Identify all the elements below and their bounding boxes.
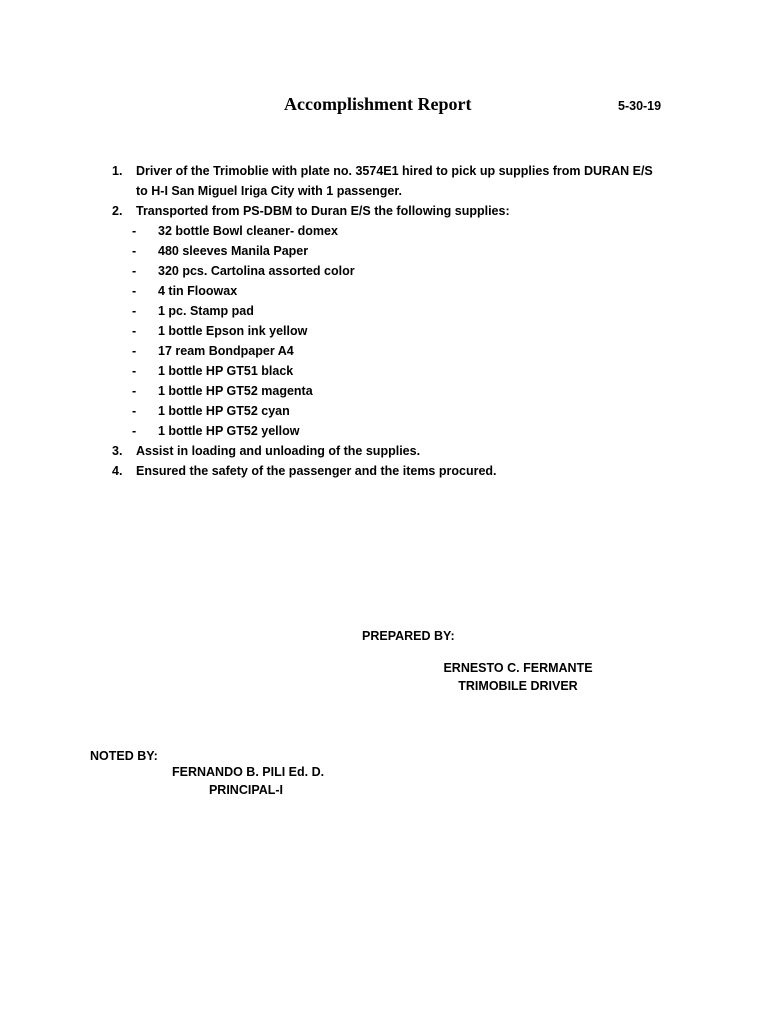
noted-signature-block <box>172 763 325 799</box>
supply-item <box>132 361 668 381</box>
dash-bullet: - <box>132 304 137 318</box>
supply-text: 480 sleeves Manila Paper <box>158 244 309 258</box>
list-item <box>108 441 668 461</box>
supply-item <box>132 241 668 261</box>
noted-name: FERNANDO B. PILI Ed. D. <box>172 765 325 779</box>
prepared-signature-block <box>440 659 596 695</box>
noted-by-label: NOTED BY: <box>90 749 158 763</box>
supply-item <box>132 341 668 361</box>
report-date: 5-30-19 <box>618 99 662 113</box>
supply-text: 4 tin Floowax <box>158 284 238 298</box>
supply-text: 17 ream Bondpaper A4 <box>158 344 294 358</box>
dash-bullet: - <box>132 404 137 418</box>
dash-bullet: - <box>132 224 137 238</box>
dash-bullet: - <box>132 284 137 298</box>
supply-text: 32 bottle Bowl cleaner- domex <box>158 224 338 238</box>
list-item <box>108 461 668 481</box>
dash-bullet: - <box>132 364 137 378</box>
accomplishment-list <box>108 161 668 481</box>
report-title: Accomplishment Report <box>284 94 472 114</box>
list-item <box>108 201 668 441</box>
item-number: 1. <box>112 164 123 178</box>
supply-text: 1 bottle HP GT51 black <box>158 364 294 378</box>
prepared-position: TRIMOBILE DRIVER <box>458 679 578 693</box>
supply-item <box>132 421 668 441</box>
dash-bullet: - <box>132 324 137 338</box>
item-text: Ensured the safety of the passenger and the items procured. <box>136 464 497 478</box>
dash-bullet: - <box>132 424 137 438</box>
supply-text: 1 bottle HP GT52 magenta <box>158 384 313 398</box>
item-number: 4. <box>112 464 123 478</box>
item-text: Driver of the Trimoblie with plate no. 3574E1 hired to pick up supplies from DURAN E/S to H-I San Miguel Iriga City with 1 passenger. <box>136 164 653 198</box>
item-number: 3. <box>112 444 123 458</box>
supply-text: 1 bottle HP GT52 yellow <box>158 424 300 438</box>
dash-bullet: - <box>132 244 137 258</box>
supply-text: 1 bottle Epson ink yellow <box>158 324 308 338</box>
supply-item <box>132 381 668 401</box>
prepared-by-label: PREPARED BY: <box>362 629 455 643</box>
item-number: 2. <box>112 204 123 218</box>
supply-item <box>132 301 668 321</box>
list-item <box>108 161 668 201</box>
dash-bullet: - <box>132 264 137 278</box>
supply-item <box>132 401 668 421</box>
supply-item <box>132 221 668 241</box>
supply-text: 1 bottle HP GT52 cyan <box>158 404 290 418</box>
supplies-list <box>132 221 668 441</box>
supply-item <box>132 281 668 301</box>
item-text: Transported from PS-DBM to Duran E/S the following supplies: <box>136 204 510 218</box>
noted-position: PRINCIPAL-I <box>208 783 284 797</box>
dash-bullet: - <box>132 384 137 398</box>
prepared-name: ERNESTO C. FERMANTE <box>443 661 593 675</box>
item-text: Assist in loading and unloading of the supplies. <box>136 444 421 458</box>
supply-item <box>132 321 668 341</box>
dash-bullet: - <box>132 344 137 358</box>
supply-item <box>132 261 668 281</box>
supply-text: 320 pcs. Cartolina assorted color <box>158 264 355 278</box>
supply-text: 1 pc. Stamp pad <box>158 304 254 318</box>
